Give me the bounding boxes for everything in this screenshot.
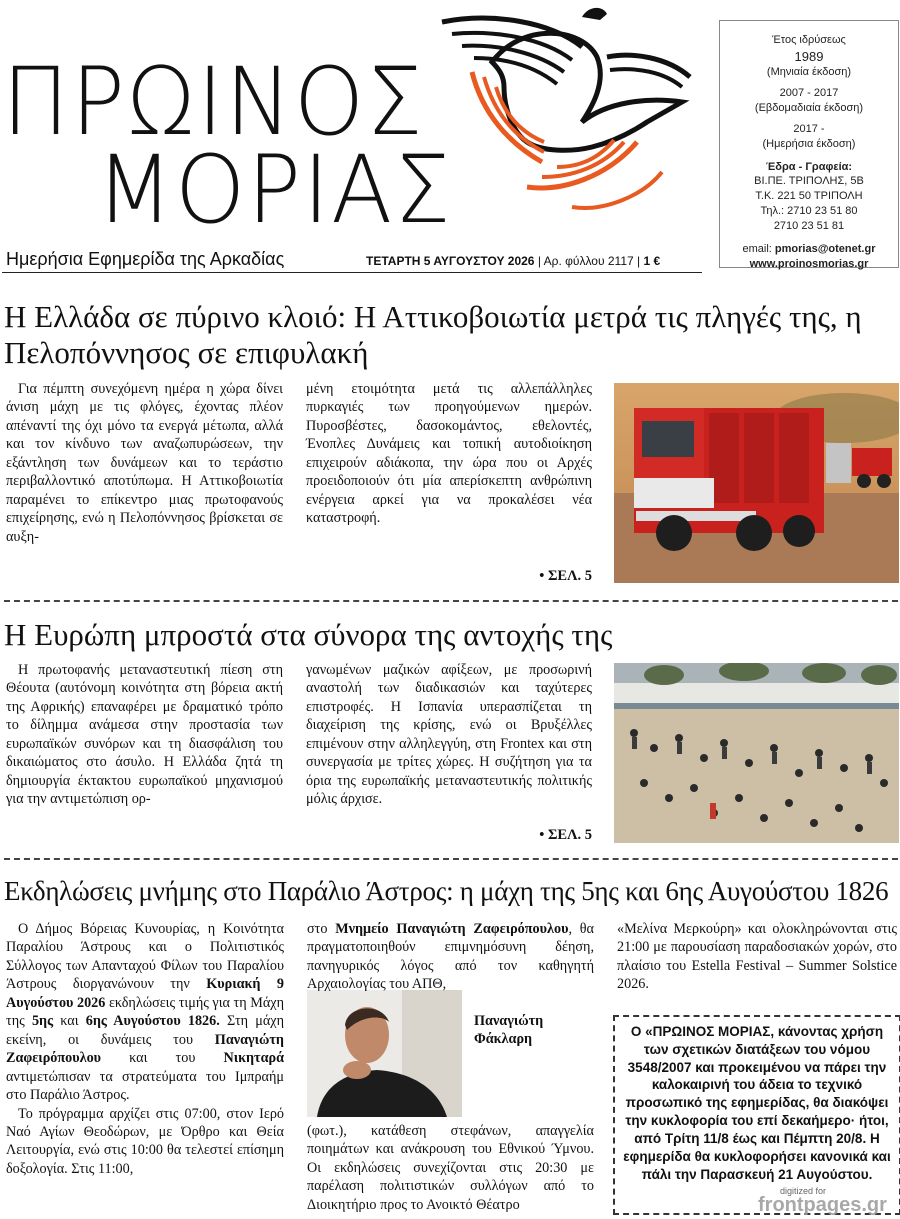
office-label: Έδρα - Γραφεία: <box>765 160 853 173</box>
article2-headline[interactable]: Η Ευρώπη μπροστά στα σύνορα της αντοχής της <box>4 617 613 652</box>
article3-date-6: 6ης Αυγούστου 1826. <box>85 1013 220 1030</box>
article2-col2-text: γανωμένων μαζικών αφίξεων, με προσωρινή αναστολή των διαδικασιών και ταχύτερες επιστροφές. Η Ισπανία υπερασπίζεται τη διαχείριση της κρίσης, ενώ οι Βρυξέλλες επιμένουν στην αλληλεγγύη, στη Frontex και στη συνεργασία με τρίτες χώρες. Η συζήτηση για τα όρια της ευρωπαϊκής μεταναστευτικής πολιτικής μόλις άρχισε. <box>306 662 592 808</box>
issue-price: 1 € <box>643 254 661 268</box>
article3-date-5: 5ης <box>31 1013 54 1030</box>
issue-number: Αρ. φύλλου 2117 <box>543 254 634 268</box>
article1-page-ref[interactable]: • ΣΕΛ. 5 <box>539 568 592 584</box>
article3-event-date: Κυριακή 9 Αυγούστου 2026 <box>6 976 284 1011</box>
article3-col1-text-i: και του <box>129 1050 196 1067</box>
article3-name-faklaris: Παναγιώτη Φάκλαρη <box>474 1013 544 1048</box>
article2-col1-text: Η πρωτοφανής μεταναστευτική πίεση στη Θέουτα (αυτόνομη κοινότητα στη βόρεια ακτή της Αφρικής) επαναφέρει με δραματικό τρόπο το δίλημμα ανάμεσα στην προστασία των ευρωπαϊκών συνόρων και τη διασφάλιση του δικαιώματος στο άσυλο. Η Ελλάδα ζητά τη δημιουργία έκτακτου ευρωπαϊκού μηχανισμού για την αντιμετώπιση ορ- <box>6 662 283 808</box>
article1-headline[interactable]: Η Ελλάδα σε πύρινο κλοιό: Η Αττικοβοιωτία μετρά τις πληγές της, η Πελοπόννησος σε επιφυλακή <box>4 299 862 370</box>
article3-col1-text-g: Στη μάχη εκείνη, οι δυνάμεις του <box>6 1013 285 1048</box>
dove-logo-icon <box>432 2 697 217</box>
email-label: email: <box>742 242 772 255</box>
period-daily: 2017 - <box>793 122 825 135</box>
fire-truck-photo <box>614 383 899 583</box>
watermark-small: digitized for <box>780 1186 827 1196</box>
masthead-subtitle: Ημερήσια Εφημερίδα της Αρκαδίας <box>6 249 285 269</box>
beach-crowd-photo <box>614 663 899 843</box>
article3-col2-text-c: , θα πραγματοποιηθούν επιμνημόσυνη δέηση, πανηγυρικός λόγος από τον καθηγητή Αρχαιολογίας του ΑΠΘ, <box>307 921 594 993</box>
phone-line2: 2710 23 51 81 <box>773 219 845 232</box>
article3-col1 <box>6 920 284 1178</box>
article1-col2 <box>306 380 592 528</box>
website-link[interactable]: www.proinosmorias.gr <box>749 257 869 270</box>
period-weekly: 2007 - 2017 <box>779 87 839 100</box>
issue-date: ΤΕΤΑΡΤΗ 5 ΑΥΓΟΥΣΤΟΥ 2026 <box>366 254 535 268</box>
article3-name-zafeiropoulos: Παναγιώτη Ζαφειρόπουλου <box>6 1031 284 1067</box>
watermark: frontpages.gr <box>758 1194 887 1216</box>
article1-col2-text: μένη ετοιμότητα μετά τις αλλεπάλληλες πυρκαγιές των προηγούμενων ημερών. Πυροσβέστες, δασοκομάντος, εθελοντές, Ένοπλες Δυνάμεις και τοπική αυτοδιοίκηση επιχειρούν αδιάκοπα, την ώρα που οι Αρχές προειδοποιούν ότι μία απερίσκεπτη ανθρώπινη ενέργεια αρκεί για να προκαλέσει νέα καταστροφή. <box>306 381 592 527</box>
masthead-rule <box>2 272 702 273</box>
article3-col2-bottom <box>307 1122 594 1214</box>
dateline: ΤΕΤΑΡΤΗ 5 ΑΥΓΟΥΣΤΟΥ 2026 | Αρ. φύλλου 2117 | 1 € <box>366 254 661 268</box>
article3-col2-right <box>474 1012 594 1049</box>
notice-text: Ο «ΠΡΩΙΝΟΣ ΜΟΡΙΑΣ, κάνοντας χρήση των σχετικών διατάξεων του νόμου 3548/2007 και προκειμένου να πάρει την καλοκαιρινή του άδεια το τεχνικό προσωπικό της εφημερίδας, θα διακόψει την κυκλοφορία του επί δεκαήμερο· ήτοι, από Τρίτη 11/8 έως και Πέμπτη 20/8. Η εφημερίδα θα κυκλοφορήσει κανονικά και πάλι την Παρασκευή 21 Αυγούστου. <box>623 1024 891 1182</box>
article1-col1-text: Για πέμπτη συνεχόμενη ημέρα η χώρα δίνει άνιση μάχη με τις φλόγες, έχοντας πλέον απέναντί της όχι μόνο τα ενεργά μέτωπα, αλλά και τον κίνδυνο των αναζωπυρώσεων, την εξάντληση των δυνάμεων και το τεράστιο περιβαλλοντικό αποτύπωμα. Η Αττικοβοιωτία παραμένει το επίκεντρο μιας πρωτοφανούς επιχείρησης, ενώ η Πελοπόννησος βρίσκεται σε αυξη- <box>6 381 283 545</box>
founded-note: (Μηνιαία έκδοση) <box>766 66 852 79</box>
article3-col1-text-c: εκδηλώσεις τιμής για τη Μάχη της <box>6 994 284 1030</box>
article2-page-ref[interactable]: • ΣΕΛ. 5 <box>539 827 592 843</box>
article1-col1 <box>6 380 283 546</box>
article3-col3-text: «Μελίνα Μερκούρη» και ολοκληρώνονται στις 21:00 με παρουσίαση παραδοσιακών χορών, στο πλαίσιο του Estella Festival – Summer Solstice 2026. <box>617 921 897 993</box>
founded-year: 1989 <box>794 48 824 64</box>
article3-col3 <box>617 920 897 994</box>
article3-col2-text-e: (φωτ.), κατάθεση στεφάνων, απαγγελία ποιημάτων και ανάκρουση του Εθνικού Ύμνου. Οι εκδηλώσεις συνεχίζονται στις 20:30 με παρέλαση πολιτιστικών συλλόγων από το Διοικητήριο προς το Ανοικτό Θέατρο <box>307 1123 594 1213</box>
masthead-title-line2: ΜΟΡΙΑΣ <box>96 136 453 245</box>
article3-col1-text-k: αντιμετώπισαν τα στρατεύματα του Ιμπραήμ στο Παράλιο Άστρος. <box>6 1068 284 1104</box>
publication-info-box <box>719 20 899 268</box>
separator-1 <box>4 600 898 602</box>
founded-label: Έτος ιδρύσεως <box>772 34 846 46</box>
article3-col1-text-a: Ο Δήμος Βόρειας Κυνουρίας, η Κοινότητα Παραλίου Άστρους και ο Πολιτιστικός Σύλλογος των Απανταχού Φίλων του Παραλίου Άστρους διοργανώνουν την <box>6 921 284 993</box>
address-line2: Τ.Κ. 221 50 ΤΡΙΠΟΛΗ <box>755 190 863 203</box>
article3-col1-text-e: και <box>60 1013 79 1030</box>
article3-monument: Μνημείο Παναγιώτη Ζαφειρόπουλου <box>335 921 569 937</box>
article2-col2 <box>306 661 592 809</box>
article2-col1 <box>6 661 283 809</box>
separator-2 <box>4 858 898 860</box>
article3-name-nikitaras: Νικηταρά <box>223 1050 285 1067</box>
article3-col2-text-a: στο <box>307 921 328 937</box>
phone-line1: Τηλ.: 2710 23 51 80 <box>760 205 858 218</box>
email-link[interactable]: pmorias@otenet.gr <box>774 242 876 255</box>
article3-headline[interactable]: Εκδηλώσεις μνήμης στο Παράλιο Άστρος: η μάχη της 5ης και 6ης Αυγούστου 1826 <box>4 876 889 906</box>
period-daily-note: (Ημερήσια έκδοση) <box>762 137 856 150</box>
summer-break-notice <box>613 1015 900 1215</box>
masthead-title-line1: ΠΡΩΙΝΟΣ <box>2 48 425 157</box>
address-line1: ΒΙ.ΠΕ. ΤΡΙΠΟΛΗΣ, 5Β <box>754 175 864 188</box>
article3-col2 <box>307 920 594 994</box>
portrait-photo <box>307 990 462 1117</box>
period-weekly-note: (Εβδομαδιαία έκδοση) <box>754 102 864 115</box>
article3-col1-para2: Το πρόγραμμα αρχίζει στις 07:00, στον Ιερό Ναό Αγίων Θεοδώρων, με Όρθρο και Θεία Λειτουργία, ενώ στις 10:00 θα τελεστεί επίσημη δοξολογία. Στις 11:00, <box>6 1105 284 1177</box>
